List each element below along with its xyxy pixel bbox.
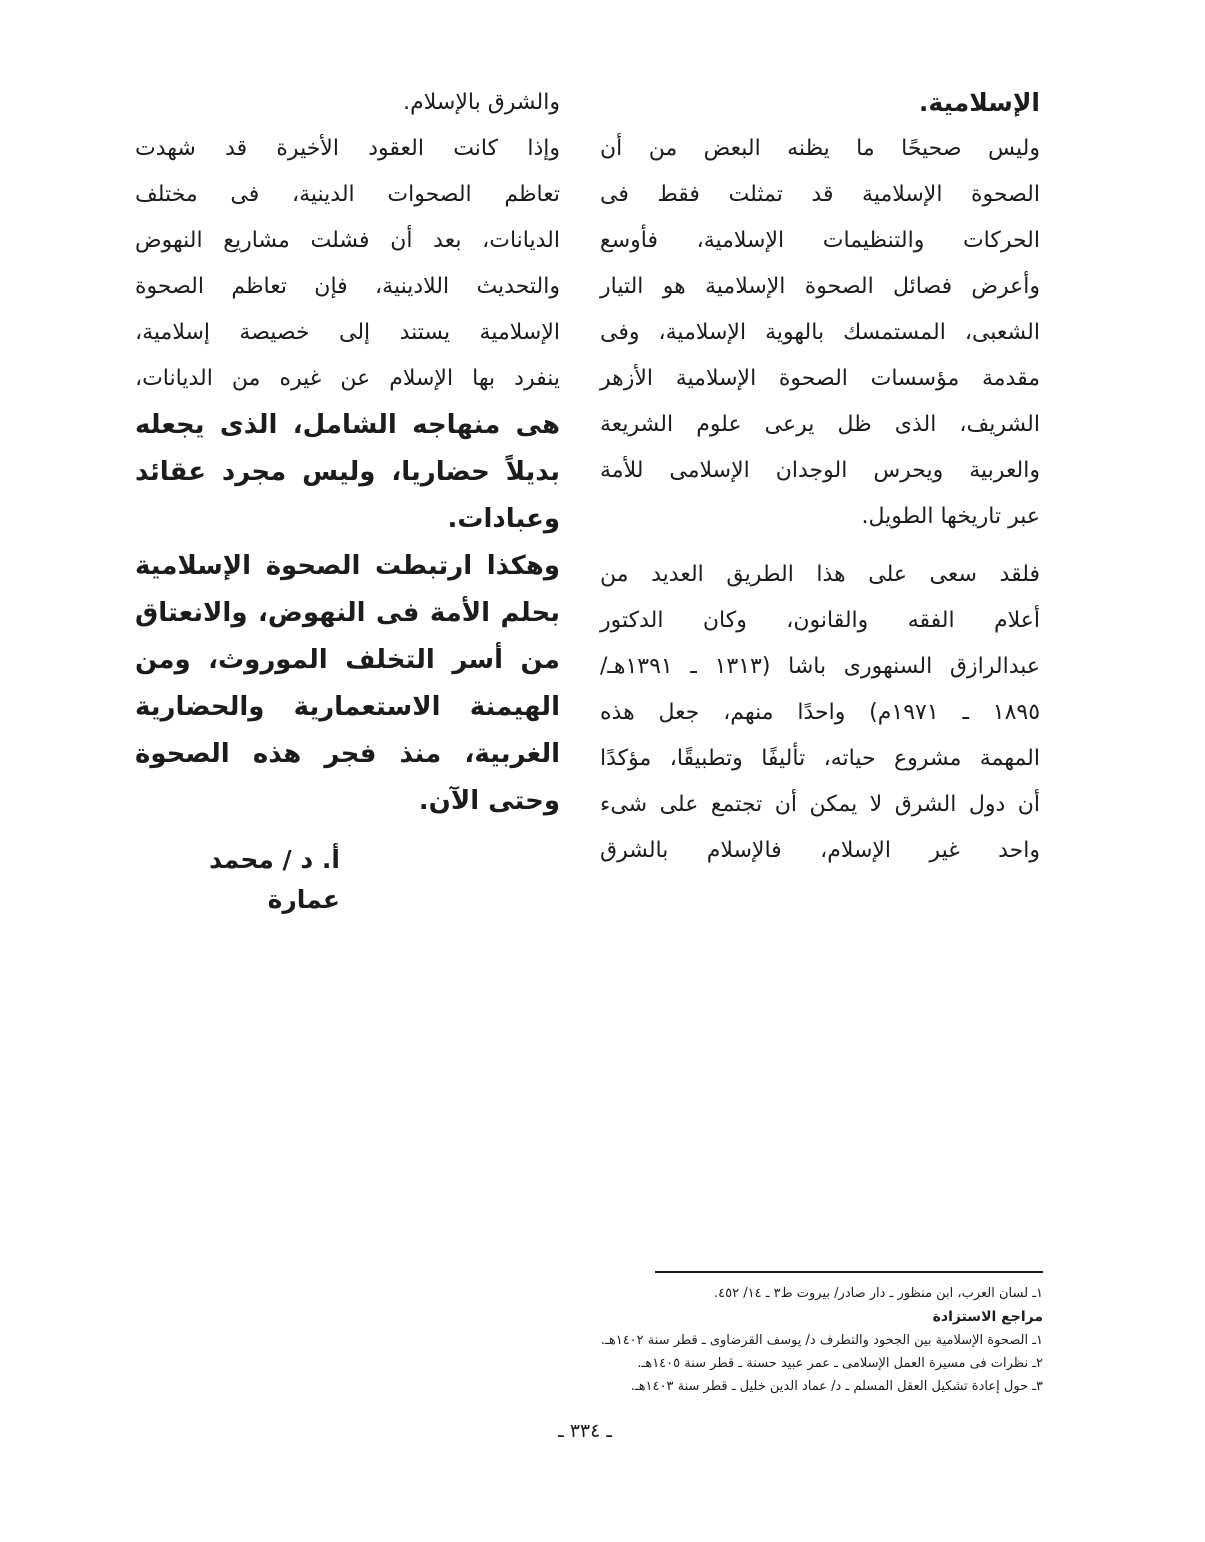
bold-paragraph-line: الغربية، منذ فجر هذه الصحوة [135,739,560,769]
paragraph-line: فلقد سعى على هذا الطريق العديد من [600,562,1040,587]
paragraph-line: المهمة مشروع حياته، تأليفًا وتطبيقًا، مؤكدًا [600,746,1040,771]
author-signature: أ. د / محمد عمارة [209,845,340,914]
paragraph-line: وأعرض فصائل الصحوة الإسلامية هو التيار [600,274,1040,299]
paragraph-line: عبر تاريخها الطويل. [861,504,1040,529]
paragraph-line: ١٨٩٥ ـ ١٩٧١م) واحدًا منهم، جعل هذه [600,700,1041,725]
bold-paragraph-line: بديلاً حضاريا، وليس مجرد عقائد [135,457,560,487]
continuation-heading: الإسلامية. [918,88,1040,117]
paragraph-line: الصحوة الإسلامية قد تمثلت فقط فى [600,182,1040,207]
paragraph-line: الديانات، بعد أن فشلت مشاريع النهوض [135,228,560,253]
right-column [600,80,1040,874]
paragraph-line: والشرق بالإسلام. [403,90,560,115]
footnotes [483,1282,1043,1398]
paragraph-line: مقدمة مؤسسات الصحوة الإسلامية الأزهر [600,366,1040,391]
paragraph-line: ينفرد بها الإسلام عن غيره من الديانات، [135,366,560,391]
paragraph-line: واحد غير الإسلام، فالإسلام بالشرق [600,838,1040,863]
bold-paragraph-line: وعبادات. [447,504,560,534]
bold-paragraph-line: هى منهاجه الشامل، الذى يجعله [135,410,560,440]
paragraph-line: الحركات والتنظيمات الإسلامية، فأوسع [600,228,1040,253]
paragraph-line: والتحديث اللادينية، فإن تعاظم الصحوة [135,274,560,299]
bold-paragraph-line: وهكذا ارتبطت الصحوة الإسلامية [135,551,560,581]
bold-paragraph-line: بحلم الأمة فى النهوض، والانعتاق [135,598,560,628]
paragraph-line: عبدالرازق السنهورى باشا (١٣١٣ ـ ١٣٩١هـ/ [600,654,1041,679]
paragraph-line: الشعبى، المستمسك بالهوية الإسلامية، وفى [600,320,1040,345]
reference-item: ٣ـ حول إعادة تشكيل العقل المسلم ـ د/ عماد الدين خليل ـ قطر سنة ١٤٠٣هـ. [630,1379,1043,1394]
reference-item: ١ـ الصحوة الإسلامية بين الجحود والتطرف د/ يوسف القرضاوى ـ قطر سنة ١٤٠٢هـ. [600,1333,1043,1348]
bold-paragraph-line: وحتى الآن. [418,786,560,816]
bold-paragraph-line: الهيمنة الاستعمارية والحضارية [135,692,560,722]
paragraph-line: أن دول الشرق لا يمكن أن تجتمع على شىء [600,792,1040,817]
footnote-1: ١ـ لسان العرب، ابن منظور ـ دار صادر/ بيروت ط٣ ـ ١٤/ ٤٥٢. [714,1286,1043,1301]
page-number: ـ ٣٣٤ ـ [558,1420,612,1442]
paragraph-line: الشريف، الذى ظل يرعى علوم الشريعة [600,412,1040,437]
paragraph-line: تعاظم الصحوات الدينية، فى مختلف [135,182,560,207]
paragraph-line: وإذا كانت العقود الأخيرة قد شهدت [135,136,560,161]
references-heading: مراجع الاستزادة [932,1309,1043,1325]
reference-item: ٢ـ نظرات فى مسيرة العمل الإسلامى ـ عمر عبيد حسنة ـ قطر سنة ١٤٠٥هـ. [637,1356,1043,1371]
footnote-divider [655,1271,1043,1273]
paragraph-line: الإسلامية يستند إلى خصيصة إسلامية، [135,320,560,345]
paragraph-line: وليس صحيحًا ما يظنه البعض من أن [600,136,1040,161]
left-column [135,80,560,825]
bold-paragraph-line: من أسر التخلف الموروث، ومن [135,645,560,675]
paragraph-line: والعربية ويحرس الوجدان الإسلامى للأمة [600,458,1040,483]
paragraph-line: أعلام الفقه والقانون، وكان الدكتور [600,608,1040,633]
